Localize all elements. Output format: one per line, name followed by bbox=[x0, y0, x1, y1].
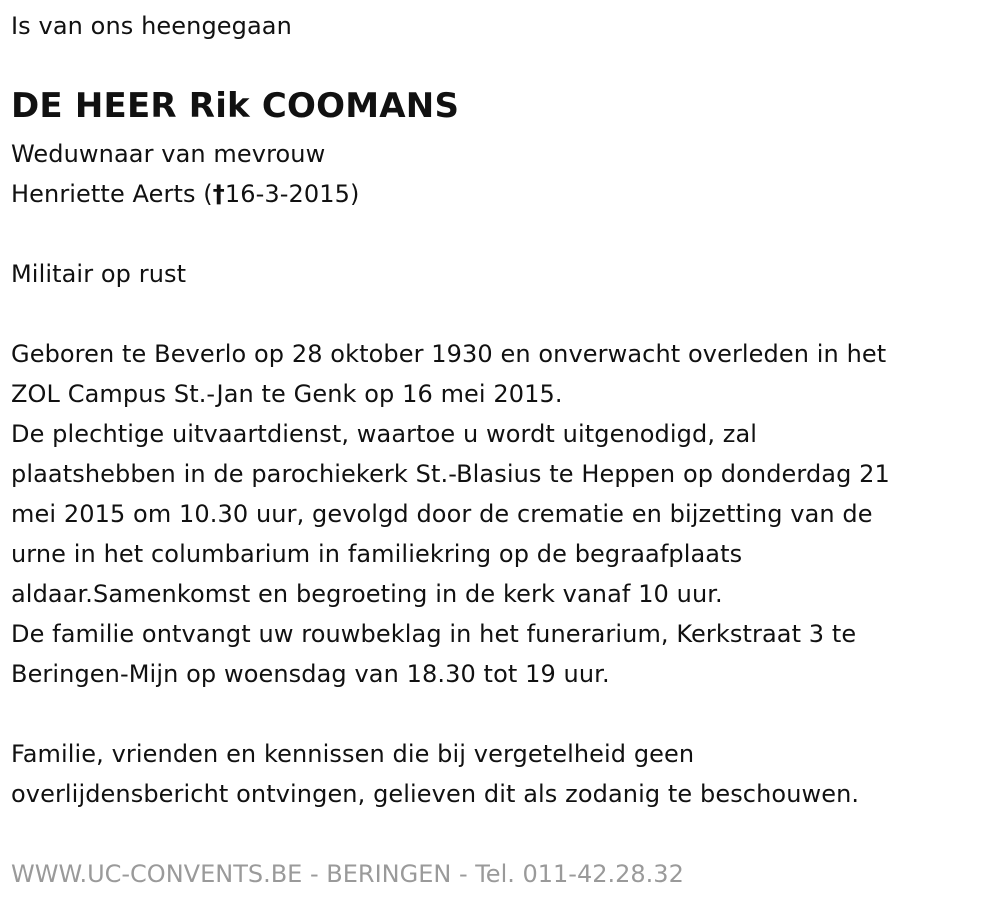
spouse-death-date: 16-3-2015) bbox=[224, 180, 360, 208]
body-line: Beringen-Mijn op woensdag van 18.30 tot 19 uur. bbox=[11, 660, 610, 688]
body-line: urne in het columbarium in familiekring op de begraafplaats bbox=[11, 540, 743, 568]
body-line: plaatshebben in de parochiekerk St.-Blasius te Heppen op donderdag 21 bbox=[11, 460, 890, 488]
body-line: aldaar.Samenkomst en begroeting in de kerk vanaf 10 uur. bbox=[11, 580, 723, 608]
spouse-line-2 bbox=[11, 174, 359, 214]
body-line: Geboren te Beverlo op 28 oktober 1930 en onverwacht overleden in het bbox=[11, 340, 887, 368]
closing-line: Familie, vrienden en kennissen die bij vergetelheid geen bbox=[11, 740, 695, 768]
deceased-name: DE HEER Rik COOMANS bbox=[11, 86, 460, 126]
spouse-name: Henriette Aerts ( bbox=[11, 180, 213, 208]
body-line: mei 2015 om 10.30 uur, gevolgd door de crematie en bijzetting van de bbox=[11, 500, 873, 528]
body-line: De familie ontvangt uw rouwbeklag in het funerarium, Kerkstraat 3 te bbox=[11, 620, 857, 648]
body-paragraph bbox=[11, 334, 890, 694]
profession-text: Militair op rust bbox=[11, 260, 187, 288]
spouse-line-1: Weduwnaar van mevrouw bbox=[11, 140, 326, 168]
body-line: ZOL Campus St.-Jan te Genk op 16 mei 2015. bbox=[11, 380, 563, 408]
spouse-block bbox=[11, 134, 359, 214]
cross-icon: † bbox=[212, 180, 225, 208]
closing-paragraph bbox=[11, 734, 859, 814]
intro-text: Is van ons heengegaan bbox=[11, 12, 292, 40]
body-line: De plechtige uitvaartdienst, waartoe u wordt uitgenodigd, zal bbox=[11, 420, 758, 448]
closing-line: overlijdensbericht ontvingen, gelieven dit als zodanig te beschouwen. bbox=[11, 780, 860, 808]
footer-contact: WWW.UC-CONVENTS.BE - BERINGEN - Tel. 011-42.28.32 bbox=[11, 860, 684, 888]
